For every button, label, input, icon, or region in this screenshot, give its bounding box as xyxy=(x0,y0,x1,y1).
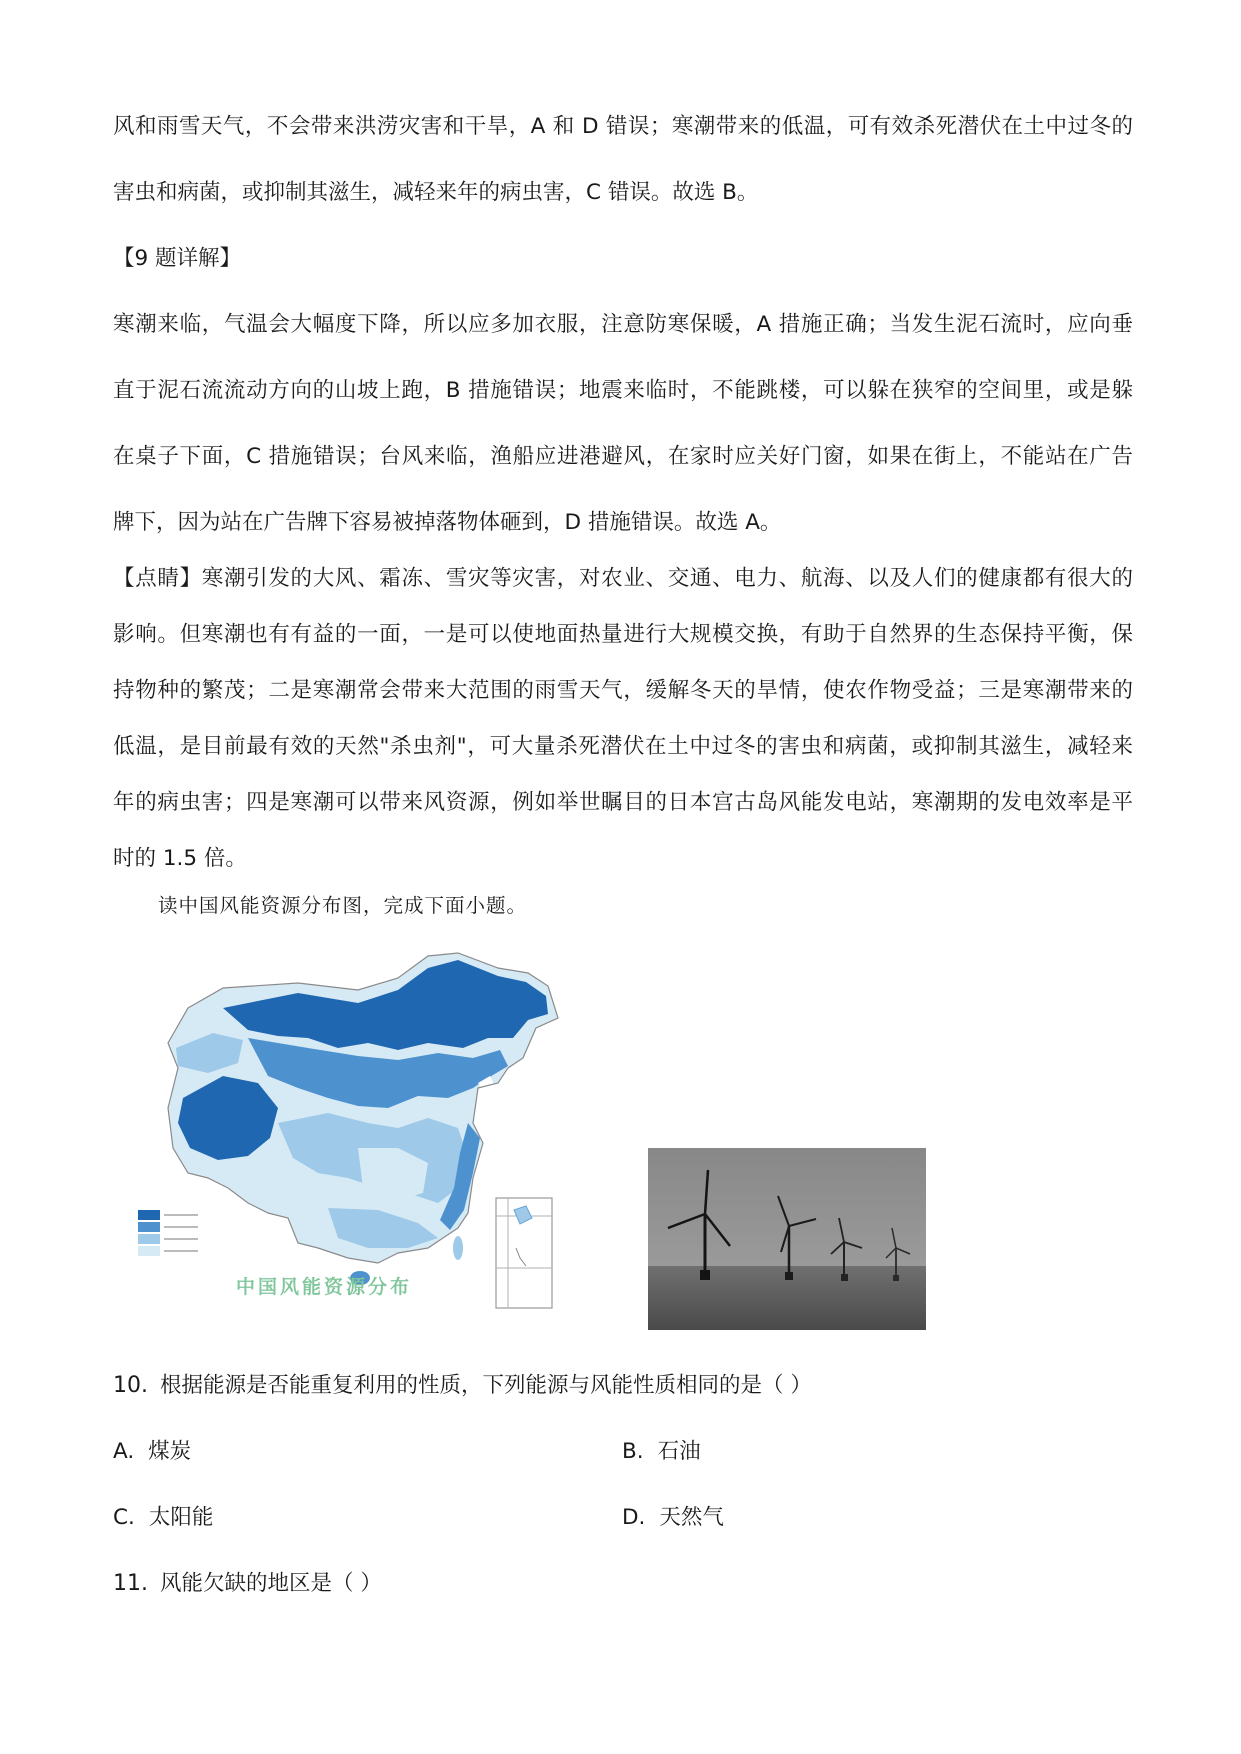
paragraph-line: 牌下，因为站在广告牌下容易被掉落物体砸到，D 措施错误。故选 A。 xyxy=(113,510,782,535)
question-number: 11. xyxy=(113,1571,148,1596)
option-text: 煤炭 xyxy=(148,1439,192,1464)
south-china-sea-inset xyxy=(496,1198,552,1308)
comment-line: 时的 1.5 倍。 xyxy=(113,846,247,871)
paragraph-line: 害虫和病菌，或抑制其滋生，减轻来年的病虫害，C 错误。故选 B。 xyxy=(113,180,759,205)
china-wind-map-graphic xyxy=(128,948,618,1318)
option-c[interactable] xyxy=(113,1503,213,1533)
offshore-wind-farm-photo xyxy=(648,1148,926,1330)
section-heading: 【9 题详解】 xyxy=(113,246,242,271)
legend-swatch xyxy=(138,1222,160,1232)
wind-turbines-graphic xyxy=(648,1148,926,1330)
comment-line: 低温，是目前最有效的天然"杀虫剂"，可大量杀死潜伏在土中过冬的害虫和病菌，或抑制其滋生，减轻来 xyxy=(113,734,1133,759)
option-text: 太阳能 xyxy=(148,1505,214,1530)
question-11 xyxy=(113,1569,1133,1599)
comment-line: 持物种的繁茂；二是寒潮常会带来大范围的雨雪天气，缓解冬天的旱情，使农作物受益；三是寒潮带来的 xyxy=(113,678,1133,703)
map-legend xyxy=(138,1210,198,1256)
option-a[interactable] xyxy=(113,1437,191,1467)
question-text: 风能欠缺的地区是（ ） xyxy=(160,1571,382,1596)
option-label: B. xyxy=(622,1439,644,1464)
question-10 xyxy=(113,1371,1133,1401)
paragraph-line: 直于泥石流流动方向的山坡上跑，B 措施错误；地震来临时，不能跳楼，可以躲在狭窄的空间里，或是躲 xyxy=(113,378,1133,403)
option-label: C. xyxy=(113,1505,135,1530)
legend-swatch xyxy=(138,1246,160,1256)
option-d[interactable] xyxy=(622,1503,724,1533)
question-number: 10. xyxy=(113,1373,148,1398)
legend-swatch xyxy=(138,1210,160,1220)
option-b[interactable] xyxy=(622,1437,701,1467)
question-text: 根据能源是否能重复利用的性质，下列能源与风能性质相同的是（ ） xyxy=(160,1373,812,1398)
wind-resource-map xyxy=(128,948,618,1318)
option-text: 天然气 xyxy=(659,1505,724,1530)
option-text: 石油 xyxy=(657,1439,701,1464)
paragraph-line: 在桌子下面，C 措施错误；台风来临，渔船应进港避风，在家时应关好门窗，如果在街上，不能站在广告 xyxy=(113,444,1133,469)
comment-line: 【点睛】寒潮引发的大风、霜冻、雪灾等灾害，对农业、交通、电力、航海、以及人们的健康都有很大的 xyxy=(113,566,1133,591)
option-label: A. xyxy=(113,1439,135,1464)
reading-prompt: 读中国风能资源分布图，完成下面小题。 xyxy=(158,894,528,917)
paragraph-line: 风和雨雪天气，不会带来洪涝灾害和干旱，A 和 D 错误；寒潮带来的低温，可有效杀死潜伏在土中过冬的 xyxy=(113,114,1133,139)
comment-line: 影响。但寒潮也有有益的一面，一是可以使地面热量进行大规模交换，有助于自然界的生态保持平衡，保 xyxy=(113,622,1133,647)
map-caption: 中国风能资源分布 xyxy=(236,1276,413,1298)
paragraph-line: 寒潮来临，气温会大幅度下降，所以应多加衣服，注意防寒保暖，A 措施正确；当发生泥石流时，应向垂 xyxy=(113,312,1133,337)
legend-swatch xyxy=(138,1234,160,1244)
map-island xyxy=(453,1236,463,1260)
option-label: D. xyxy=(622,1505,646,1530)
comment-line: 年的病虫害；四是寒潮可以带来风资源，例如举世瞩目的日本宫古岛风能发电站，寒潮期的发电效率是平 xyxy=(113,790,1133,815)
